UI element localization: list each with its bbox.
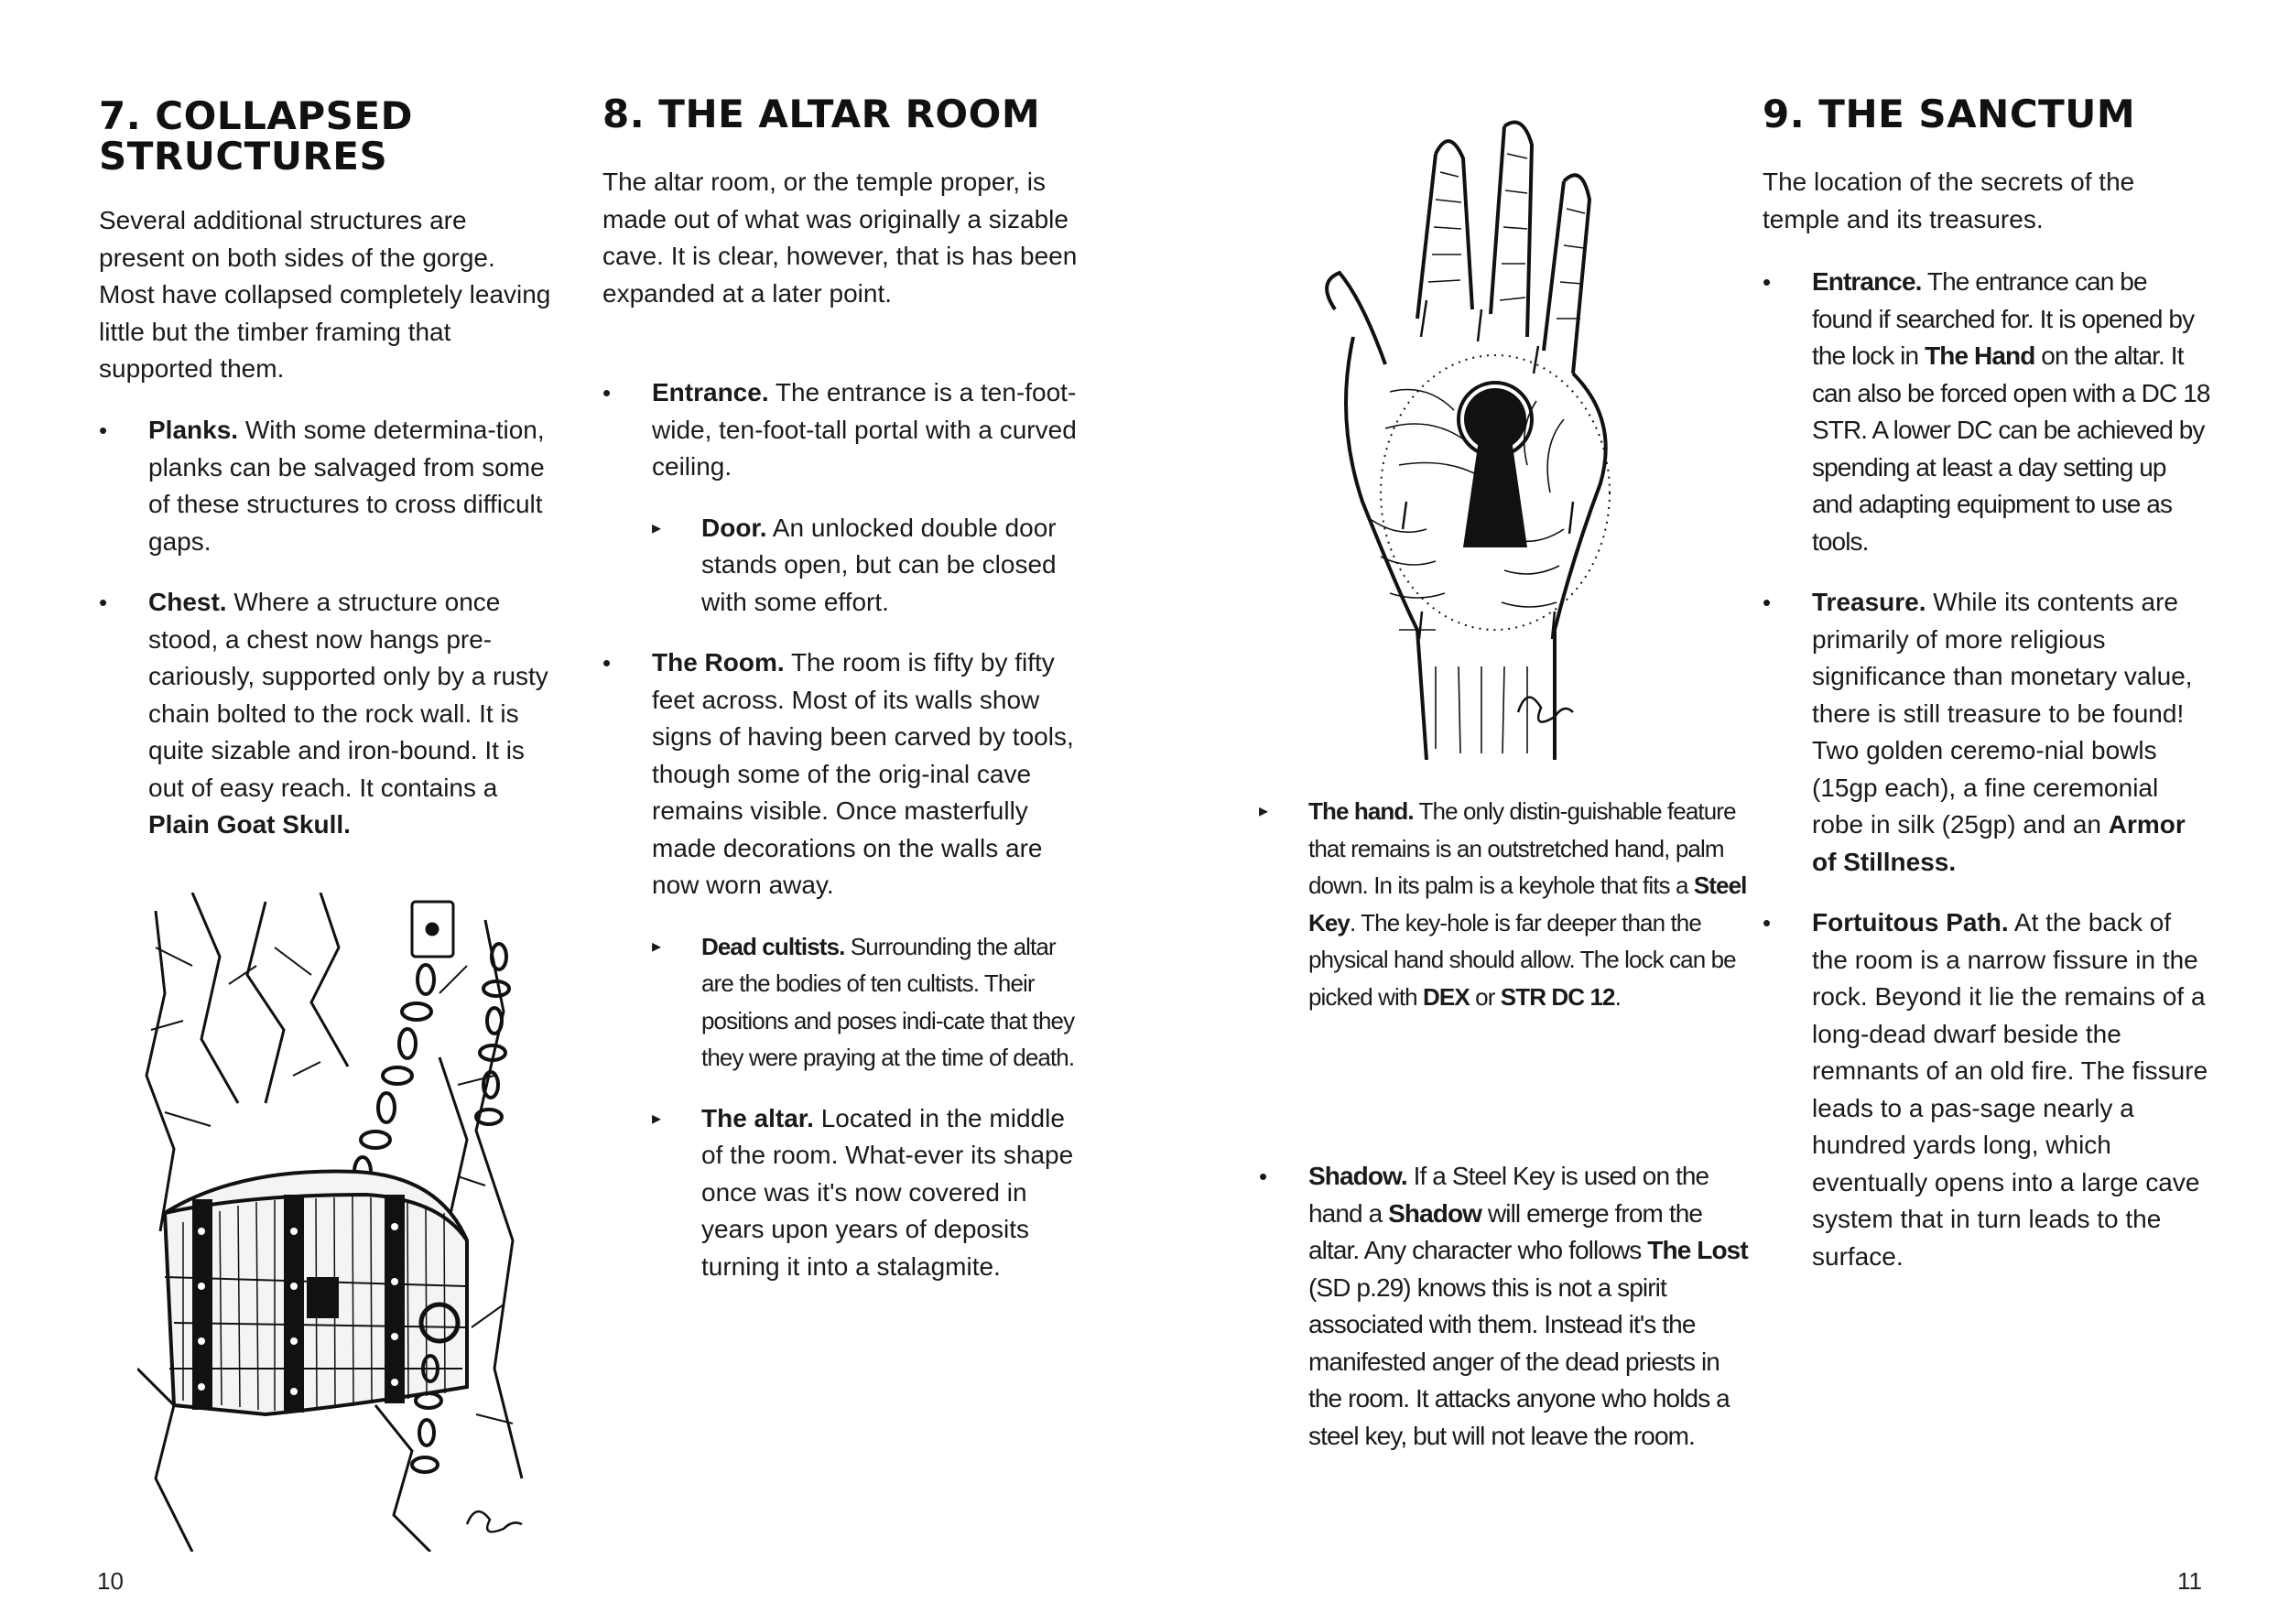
section-intro: The altar room, or the temple proper, is made out of what was originally a sizable cave. It is clear, however, that is has been expanded at a later point. [602, 168, 1078, 308]
list-item-door: ▸ Door. An unlocked double door stands open, but can be closed with some effort. [652, 510, 1079, 622]
list-item-the-hand: ▸ The hand. The only distin-guishable feature that remains is an outstretched hand, palm down. In its palm is a keyhole that fits a Steel Key. The key-hole is far deeper than the physical hand should allow. The lock can be picked with DEX or STR DC 12. [1259, 793, 1753, 1015]
section-intro: Several additional structures are present on both sides of the gorge. Most have collapsed completely leaving little but the timber framing that supported them. [99, 206, 551, 383]
list-item-dead-cultists: ▸ Dead cultists. Surrounding the altar are the bodies of ten cultists. Their positions and poses indi-cate that they they were praying at the time of death. [652, 928, 1079, 1077]
keyhole-hand-illustration [1298, 117, 1630, 760]
list-item-chest: • Chest. Where a structure once stood, a chest now hangs pre-cariously, supported only by a rusty chain bolted to the rock wall. It is quite sizable and iron-bound. It is out of easy reach. It contains a Plain Goat Skull. [99, 584, 557, 844]
page-number-right: 11 [2177, 1567, 2202, 1595]
list-item-fortuitous-path: • Fortuitous Path. At the back of the room is a narrow fissure in the rock. Beyond it lie the remains of a long-dead dwarf beside the remnants of an old fire. The fissure leads to a pas-sage nearly a hundred yards long, which eventually opens into a large cave system that in turn leads to the surface. [1763, 904, 2211, 1275]
section-heading: 9. THE SANCTUM [1763, 92, 2136, 136]
section-heading: 8. THE ALTAR ROOM [602, 92, 1041, 136]
list-item-shadow: • Shadow. If a Steel Key is used on the hand a Shadow will emerge from the altar. Any character who follows The Lost (SD p.29) knows this is not a spirit associated with them. Instead it's the manifested anger of the dead priests in the room. It attacks anyone who holds a steel key, but will not leave the room. [1259, 1158, 1753, 1455]
list-item-the-altar: ▸ The altar. Located in the middle of the room. What-ever its shape once was it's now covered in years upon years of deposits turning it into a stalagmite. [652, 1100, 1079, 1286]
list-item-treasure: • Treasure. While its contents are primarily of more religious significance than monetary value, there is still treasure to be found! Two golden ceremo-nial bowls (15gp each), a fine ceremonial robe in silk (25gp) and an Armor of Stillness. [1763, 584, 2211, 881]
collapsed-items-list [99, 412, 557, 868]
hand-list [1259, 793, 1753, 1015]
list-item-room: • The Room. The room is fifty by fifty feet across. Most of its walls show signs of having been carved by tools, though some of the orig-inal cave remains visible. Once masterfully made decorations on the walls are now worn away. ▸ Dead cultists. Surrounding the altar are the bodies of ten cultists. Their positions and poses indi-cate that they they were praying at the time of death. ▸ The altar. Located in the middle of the room. What-ever its shape once was it's now covered in years upon years of deposits turning it into a stalagmite. [602, 644, 1079, 1285]
section-intro: The location of the secrets of the temple and its treasures. [1763, 168, 2135, 233]
list-item-entrance: • Entrance. The entrance is a ten-foot-wide, ten-foot-tall portal with a curved ceiling. ▸ Door. An unlocked double door stands open, but can be closed with some effort. [602, 374, 1079, 621]
hanging-chest-illustration [137, 893, 540, 1552]
room-sublist [652, 928, 1079, 1286]
page-number-left: 10 [97, 1567, 124, 1595]
shadow-list [1259, 1158, 1753, 1478]
list-item-planks: • Planks. With some determina-tion, planks can be salvaged from some of these structures to cross difficult gaps. [99, 412, 557, 560]
altar-items-list [602, 374, 1079, 1309]
entrance-sublist [652, 510, 1079, 622]
sanctum-items-list [1763, 264, 2211, 1299]
list-item-entrance: • Entrance. The entrance can be found if searched for. It is opened by the lock in The Hand on the altar. It can also be forced open with a DC 18 STR. A lower DC can be achieved by spending at least a day setting up and adapting equipment to use as tools. [1763, 264, 2211, 560]
section-heading: 7. COLLAPSED STRUCTURES [99, 93, 413, 179]
